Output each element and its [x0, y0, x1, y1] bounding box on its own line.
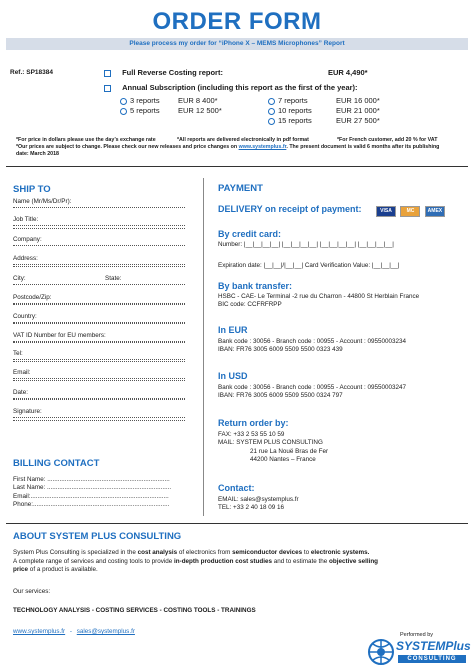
- sub-option-5[interactable]: 5 reports EUR 12 500*: [120, 106, 222, 116]
- signature-line: [13, 420, 185, 421]
- about-paragraph-2: A complete range of services and costing tools to provide in-depth production cost studies and to estimate the objective selling price of a product is available.: [13, 558, 379, 573]
- mastercard-icon: MC: [400, 206, 420, 217]
- usd-iban: IBAN: FR76 3005 6009 5509 5500 0324 797: [218, 392, 343, 400]
- page-title: ORDER FORM: [152, 8, 322, 35]
- sub-option-3[interactable]: 3 reports EUR 8 400*: [120, 96, 222, 106]
- job-title-field[interactable]: Job Title:: [13, 216, 185, 226]
- return-order-heading: Return order by:: [218, 418, 289, 428]
- contact-heading: Contact:: [218, 483, 255, 493]
- signature-field[interactable]: Signature:: [13, 408, 185, 418]
- radio-15-reports[interactable]: [268, 118, 275, 125]
- state-label: State:: [105, 275, 122, 282]
- note-date: date: March 2018: [16, 151, 59, 157]
- country-field[interactable]: Country:: [13, 313, 185, 323]
- return-order-details: [218, 431, 328, 464]
- bic-code: BIC code: CCFRFRPP: [218, 301, 282, 309]
- eur-heading: In EUR: [218, 325, 248, 335]
- sub-option-10[interactable]: 10 reports EUR 21 000*: [268, 106, 380, 116]
- contact-email[interactable]: EMAIL: sales@systemplus.fr: [218, 496, 299, 503]
- sub-option-15[interactable]: 15 reports EUR 27 500*: [268, 116, 380, 126]
- payment-heading: PAYMENT: [218, 183, 263, 194]
- annual-subscription-option[interactable]: [104, 83, 358, 92]
- contact-details: [218, 496, 299, 513]
- email-line: [13, 380, 185, 381]
- note-exchange-rate: *For price in dollars please use the day’s exchange rate: [16, 137, 156, 143]
- full-report-label: Full Reverse Costing report:: [122, 68, 223, 77]
- billing-contact-heading: BILLING CONTACT: [13, 458, 100, 469]
- billing-email[interactable]: Email:...............................................................................: [13, 492, 169, 500]
- order-banner: Please process my order for “iPhone X – MEMS Microphones” Report: [6, 38, 468, 50]
- sub-option-7[interactable]: 7 reports EUR 16 000*: [268, 96, 380, 106]
- fax-number: FAX: +33 2 53 55 10 59: [218, 431, 285, 438]
- credit-card-heading: By credit card:: [218, 229, 282, 239]
- card-logos: [376, 203, 445, 221]
- annual-subscription-checkbox[interactable]: [104, 85, 111, 92]
- radio-3-reports[interactable]: [120, 98, 127, 105]
- system-plus-logo: [368, 638, 471, 666]
- performed-by-label: Performed by: [400, 632, 434, 638]
- about-heading: ABOUT SYSTEM PLUS CONSULTING: [13, 531, 182, 542]
- about-paragraph-1: System Plus Consulting is specialized in the cost analysis of electronics from semiconductor devices to electronic systems.: [13, 549, 370, 556]
- bank-transfer-heading: By bank transfer:: [218, 281, 293, 291]
- contact-tel: TEL: +33 2 40 18 09 16: [218, 504, 284, 512]
- vat-field[interactable]: VAT ID Number for EU members:: [13, 332, 185, 342]
- date-field[interactable]: Date:: [13, 389, 185, 399]
- subscription-options-right: [268, 96, 380, 126]
- billing-last-name[interactable]: Last Name: .......................................................................: [13, 484, 172, 492]
- card-expiry-cvv-field[interactable]: Expiration date: |__|__|/|__|__| Card Verification Value: |__|__|__|: [218, 262, 400, 269]
- services-list: TECHNOLOGY ANALYSIS - COSTING SERVICES - COSTING TOOLS - TRAININGS: [13, 607, 256, 614]
- email-field[interactable]: Email:: [13, 369, 185, 379]
- card-number-field[interactable]: Number: |__|__|__|__| |__|__|__|__| |__|__|__|__| |__|__|__|__|: [218, 241, 394, 248]
- logo-globe-icon: [368, 639, 394, 665]
- divider-bottom: [6, 523, 468, 524]
- company-field[interactable]: Company:: [13, 236, 185, 246]
- vat-line: [13, 342, 185, 343]
- eur-bank-details: Bank code : 30056 - Branch code : 00955 - Account : 09550003234 IBAN: FR76 3005 6009 5509 5500 0323 439: [218, 338, 406, 354]
- delivery-label: DELIVERY on receipt of payment:: [218, 204, 362, 214]
- billing-phone[interactable]: Phone:..............................................................................: [13, 500, 170, 508]
- bank-address: HSBC - CAE- Le Terminal -2 rue du Charron - 44800 St Herblain France BIC code: CCFRFRPP: [218, 293, 420, 309]
- divider-top: [6, 166, 468, 167]
- tel-line: [13, 361, 185, 362]
- radio-5-reports[interactable]: [120, 108, 127, 115]
- sales-email-link[interactable]: sales@systemplus.fr: [76, 628, 135, 635]
- website-link[interactable]: www.systemplus.fr: [13, 628, 66, 635]
- job-title-line: [13, 228, 185, 229]
- radio-10-reports[interactable]: [268, 108, 275, 115]
- mail-city: 44200 Nantes – France: [250, 455, 316, 463]
- services-label: Our services:: [13, 588, 51, 595]
- postcode-line: [13, 304, 185, 305]
- address-line: [13, 266, 185, 267]
- billing-first-name[interactable]: First Name: ......................................................................: [13, 476, 170, 483]
- usd-bank-details: Bank code : 30056 - Branch code : 00955 - Account : 09550003247 IBAN: FR76 3005 6009 5509 5500 0324 797: [218, 384, 406, 400]
- city-line: [13, 284, 185, 285]
- date-line: [13, 399, 185, 400]
- visa-icon: VISA: [376, 206, 396, 217]
- postcode-field[interactable]: Postcode/Zip:: [13, 294, 185, 304]
- country-line: [13, 323, 185, 324]
- annual-subscription-label: Annual Subscription (including this report as the first of the year):: [122, 83, 358, 92]
- full-report-price: EUR 4,490*: [328, 68, 368, 77]
- logo-text: SYSTEMPlus: [396, 639, 471, 653]
- address-field[interactable]: Address:: [13, 255, 185, 265]
- mail-company: MAIL: SYSTEM PLUS CONSULTING: [218, 439, 323, 447]
- column-divider: [203, 178, 204, 516]
- note-prices-change: *Our prices are subject to change. Please check our new releases and price changes on www.systemplus.fr. The present document is valid 6 months after its publishing: [16, 144, 440, 150]
- mail-street: 21 rue La Nouë Bras de Fer: [250, 447, 329, 455]
- note-vat: *For French customer, add 20 % for VAT: [337, 137, 438, 143]
- city-label: City:: [13, 275, 26, 282]
- tel-field[interactable]: Tel:: [13, 350, 185, 360]
- amex-icon: AMEX: [425, 206, 445, 217]
- ship-to-heading: SHIP TO: [13, 184, 51, 195]
- footer-links: www.systemplus.fr - sales@systemplus.fr: [13, 628, 135, 635]
- full-report-option[interactable]: [104, 68, 223, 77]
- logo-consulting-band: CONSULTING: [398, 655, 466, 663]
- name-field[interactable]: Name (Mr/Ms/Dr/Pr):: [13, 198, 185, 208]
- usd-heading: In USD: [218, 371, 248, 381]
- radio-7-reports[interactable]: [268, 98, 275, 105]
- subscription-options-left: [120, 96, 222, 116]
- reference-number: Ref.: SP18384: [10, 69, 53, 76]
- note-pdf-delivery: *All reports are delivered electronically in pdf format: [177, 137, 309, 143]
- note-website-link[interactable]: www.systemplus.fr: [238, 144, 287, 150]
- billing-fields: [13, 476, 193, 509]
- full-report-checkbox[interactable]: [104, 70, 111, 77]
- eur-iban: IBAN: FR76 3005 6009 5509 5500 0323 439: [218, 346, 343, 354]
